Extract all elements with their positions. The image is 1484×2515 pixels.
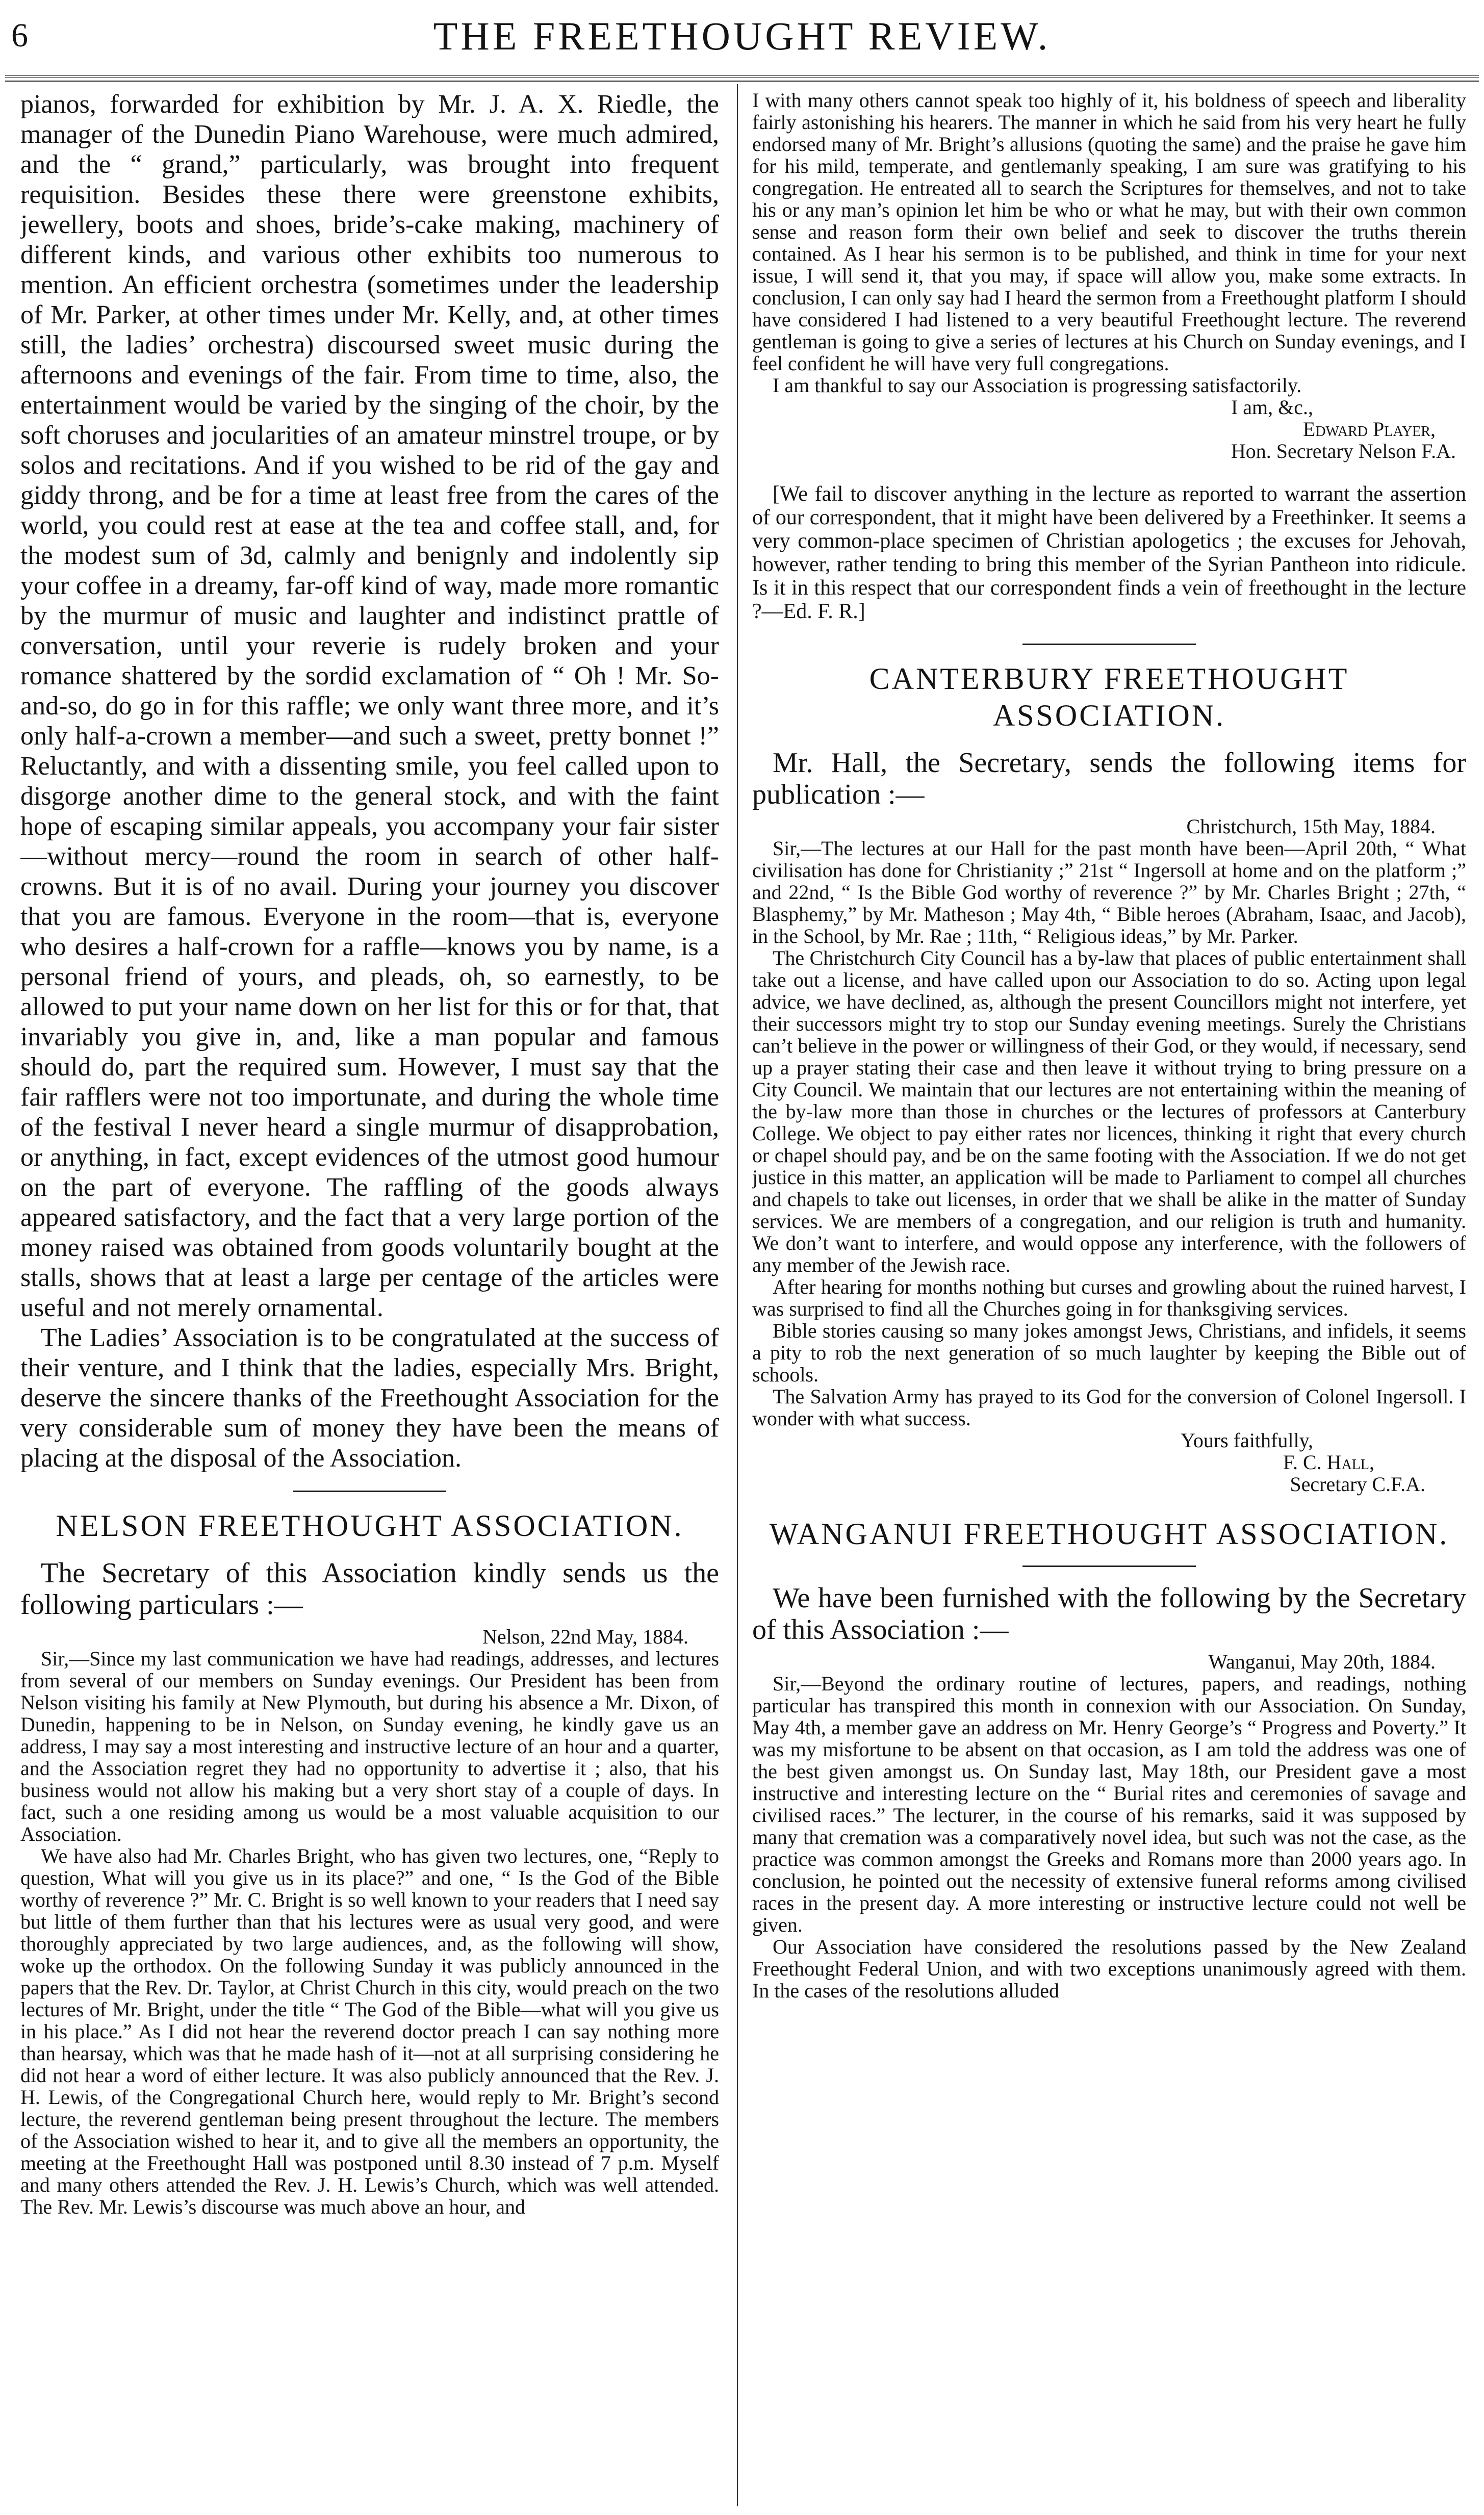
letter-closing: Yours faithfully,: [1180, 1429, 1313, 1452]
letter-signer: F. C. Hall,: [1283, 1451, 1374, 1474]
nelson-dateline: Nelson, 22nd May, 1884.: [482, 1625, 688, 1648]
page-number: 6: [11, 17, 28, 54]
page-header: [5, 11, 1479, 72]
canterbury-section-heading: CANTERBURY FREETHOUGHT ASSOCIATION.: [869, 662, 1349, 732]
wanganui-letter-paragraph: Sir,—Beyond the ordinary routine of lectures, papers, and readings, nothing particular has transpired this month in connexion with our Association. On Sunday, May 4th, a member gave an address on Mr. Henry George’s “ Progress and Poverty.” It was my misfortune to be absent on that occasion, as I am told the address was one of the best given amongst us. On Sunday last, May 18th, our President gave a most instructive and interesting lecture on the “ Burial rites and ceremonies of savage and civilised races.” The lecturer, in the course of his remarks, said it was supposed by many that cremation was a comparatively novel idea, but such was not the case, as the practice was common amongst the Greeks and Romans more than 2000 years ago. In conclusion, he pointed out the necessity of extensive funeral reforms among civilised races in the present day. A more interesting or instructive lecture could not well be given.: [752, 1672, 1466, 1936]
header-rule: [5, 75, 1479, 82]
nelson-intro: The Secretary of this Association kindly sends us the following particulars :—: [20, 1557, 719, 1621]
nelson-letter-paragraph: We have also had Mr. Charles Bright, who has given two lectures, one, “Reply to question, What will you give us in its place?” and one, “ Is the God of the Bible worthy of reverence ?” Mr. C. Bright is so well known to your readers that I need say but little of them further than that his lectures were as usual very good, and were thoroughly appreciated by two large audiences, and, as the following will show, woke up the orthodox. On the following Sunday it was publicly announced in the papers that the Rev. Dr. Taylor, at Christ Church in this city, would preach on the two lectures of Mr. Bright, under the title “ The God of the Bible—what will you give us in his place.” As I did not hear the reverend doctor preach I can say nothing more than hearsay, which was that he made hash of it—not at all surprising considering he did not hear a word of either lecture. It was also publicly announced that the Rev. J. H. Lewis, of the Congregational Church here, would reply to Mr. Bright’s second lecture, the reverend gentleman being present throughout the lecture. The members of the Association wished to hear it, and to give all the members an opportunity, the meeting at the Freethought Hall was postponed until 8.30 instead of 7 p.m. Myself and many others attended the Rev. J. H. Lewis’s Church, which was well attended. The Rev. Mr. Lewis’s discourse was much above an hour, and: [20, 1844, 719, 2218]
nelson-section-heading: NELSON FREETHOUGHT ASSOCIATION.: [56, 1509, 684, 1543]
section-rule: [293, 1491, 446, 1492]
column-divider: [737, 84, 738, 2506]
ladies-association-paragraph: The Ladies’ Association is to be congratulated at the success of their venture, and I think that the ladies, especially Mrs. Bright, deserve the sincere thanks of the Freethought Association for the very considerable sum of money they have been the means of placing at the disposal of the Association.: [20, 1323, 719, 1473]
canterbury-letter-paragraph: The Christchurch City Council has a by-law that places of public entertainment shall take out a license, and have called upon our Association to do so. Acting upon legal advice, we have declined, as, although the present Councillors might not interfere, yet their successors might try to stop our Sunday evening meetings. Surely the Christians can’t believe in the power or willingness of their God, or they would, if necessary, send up a prayer stating their case and then leave it without trying to bring pressure on a City Council. We maintain that our lectures are not entertaining within the meaning of the by-law more than those in churches or the lectures of professors at Canterbury College. We object to pay either rates nor licences, thinking it right that every church or chapel should pay, and be on the same footing with the Association. If we do not get justice in this matter, an application will be made to Parliament to compel all churches and chapels to take out licenses, in order that we shall be alike in the matter of Sunday services. We are members of a congregation, and our religion is truth and humanity. We don’t want to interfere, and would oppose any interference, with the followers of any member of the Jewish race.: [752, 946, 1466, 1276]
canterbury-letter-paragraph: The Salvation Army has prayed to its God for the conversion of Colonel Ingersoll. I wonder with what success.: [752, 1385, 1466, 1430]
wanganui-letter-paragraph: Our Association have considered the resolutions passed by the New Zealand Freethought Federal Union, and with two exceptions unanimously agreed with them. In the cases of the resolutions alluded: [752, 1935, 1466, 2002]
canterbury-intro: Mr. Hall, the Secretary, sends the following items for publication :—: [752, 747, 1466, 810]
canterbury-letter-paragraph: After hearing for months nothing but curses and growling about the ruined harvest, I was surprised to find all the Churches going in for thanksgiving services.: [752, 1275, 1466, 1320]
canterbury-letter-paragraph: Bible stories causing so many jokes amongst Jews, Christians, and infidels, it seems a pity to rob the next generation of so much laughter by keeping the Bible out of schools.: [752, 1319, 1466, 1386]
wanganui-intro: We have been furnished with the following by the Secretary of this Association :—: [752, 1582, 1466, 1646]
masthead-title: THE FREETHOUGHT REVIEW.: [433, 14, 1051, 58]
canterbury-letter-paragraph: Sir,—The lectures at our Hall for the past month have been—April 20th, “ What civilisation has done for Christianity ;” 21st “ Ingersoll at home and on the platform ;” and 22nd, “ Is the Bible God worthy of reverence ?” by Mr. Charles Bright ; 27th, “ Blasphemy,” by Mr. Matheson ; May 4th, “ Bible heroes (Abraham, Isaac, and Jacob), in the School, by Mr. Rae ; 11th, “ Religious ideas,” by Mr. Parker.: [752, 837, 1466, 947]
section-rule: [1022, 1566, 1196, 1567]
letter-signer-title: Secretary C.F.A.: [1290, 1473, 1425, 1496]
letter-signer: Edward Player,: [1302, 418, 1436, 441]
left-column: [20, 89, 719, 2509]
wanganui-dateline: Wanganui, May 20th, 1884.: [1208, 1650, 1436, 1673]
section-rule: [1022, 644, 1196, 645]
right-column: [752, 89, 1466, 2509]
editor-note: [We fail to discover anything in the lecture as reported to warrant the assertion of our correspondent, that it might have been delivered by a Freethinker. It seems a very common-place specimen of Christian apologetics ; the excuses for Jehovah, however, rather tending to bring this member of the Syrian Pantheon into ridicule. Is it in this respect that our correspondent finds a vein of freethought in the lecture ?—Ed. F. R.]: [752, 482, 1466, 623]
canterbury-dateline: Christchurch, 15th May, 1884.: [1186, 815, 1436, 838]
letter-closing: I am, &c.,: [1231, 396, 1313, 419]
wanganui-section-heading: WANGANUI FREETHOUGHT ASSOCIATION.: [769, 1517, 1449, 1551]
nelson-letter-paragraph: I am thankful to say our Association is progressing satisfactorily.: [773, 374, 1302, 397]
nelson-letter-continued: I with many others cannot speak too highly of it, his boldness of speech and liberality fairly astonishing his hearers. The manner in which he said from his very heart he fully endorsed many of Mr. Bright’s allusions (quoting the same) and the praise he gave him for his mild, temperate, and gentlemanly speaking, I am sure was gratifying to his congregation. He entreated all to search the Scriptures for themselves, and not to take his or any man’s opinion let him be who or what he may, but with their own common sense and reason form their own belief and seek to discover the truths therein contained. As I hear his sermon is to be published, and think in time for your next issue, I will send it, that you may, if space will allow you, make some extracts. In conclusion, I can only say had I heard the sermon from a Freethought platform I should have considered I had listened to a very beautiful Freethought lecture. The reverend gentleman is going to give a series of lectures at his Church on Sunday evenings, and I feel confident he will have very full congregations.: [752, 89, 1466, 375]
nelson-letter-paragraph: Sir,—Since my last communication we have had readings, addresses, and lectures from several of our members on Sunday evenings. Our President has been from Nelson visiting his family at New Plymouth, but during his absence a Mr. Dixon, of Dunedin, happening to be in Nelson, on Sunday evening, he kindly gave us an address, I may say a most interesting and instructive lecture of an hour and a quarter, and the Association regret they had no opportunity to advertise it ; also, that his business would not allow his making but a very short stay of a couple of days. In fact, such a one residing among us would be a most valuable acquisition to our Association.: [20, 1647, 719, 1845]
fair-report-paragraph: pianos, forwarded for exhibition by Mr. J. A. X. Riedle, the manager of the Dunedin Piano Warehouse, were much admired, and the “ grand,” particularly, was brought into frequent requisition. Besides these there were greenstone exhibits, jewellery, boots and shoes, bride’s-cake making, machinery of different kinds, and various other exhibits too numerous to mention. An efficient orchestra (sometimes under the leadership of Mr. Parker, at other times under Mr. Kelly, and, at other times still, the ladies’ orchestra) discoursed sweet music during the afternoons and evenings of the fair. From time to time, also, the entertainment would be varied by the singing of the choir, by the soft choruses and jocularities of an amateur minstrel troupe, or by solos and recitations. And if you wished to be rid of the gay and giddy throng, and be for a time at least free from the cares of the world, you could rest at ease at the tea and coffee stall, and, for the modest sum of 3d, calmly and benignly and indolently sip your coffee in a dreamy, far-off kind of way, made more romantic by the murmur of music and laughter and indistinct prattle of conversation, until your reverie is rudely broken and your romance shattered by the sordid exclamation of “ Oh ! Mr. So-and-so, do go in for this raffle; we only want three more, and it’s only half-a-crown a member—and such a sweet, pretty bonnet !” Reluctantly, and with a dissenting smile, you feel called upon to disgorge another dime to the general stock, and with the faint hope of escaping similar appeals, you accompany your fair sister—without mercy—round the room in search of other half-crowns. But it is of no avail. During your journey you discover that you are famous. Everyone in the room—that is, everyone who desires a half-crown for a raffle—knows you by name, is a personal friend of yours, and pleads, oh, so earnestly, to be allowed to put your name down on her list for this or for that, that invariably you give in, and, like a man popular and famous should do, part the required sum. However, I must say that the fair rafflers were not too importunate, and during the whole time of the festival I never heard a single murmur of disapprobation, or anything, in fact, except evidences of the utmost good humour on the part of everyone. The raffling of the goods always appeared satisfactory, and the fact that a very large portion of the money raised was obtained from goods voluntarily bought at the stalls, shows that at least a large per centage of the articles were useful and not merely ornamental.: [20, 90, 719, 1322]
letter-signer-title: Hon. Secretary Nelson F.A.: [1231, 440, 1456, 463]
